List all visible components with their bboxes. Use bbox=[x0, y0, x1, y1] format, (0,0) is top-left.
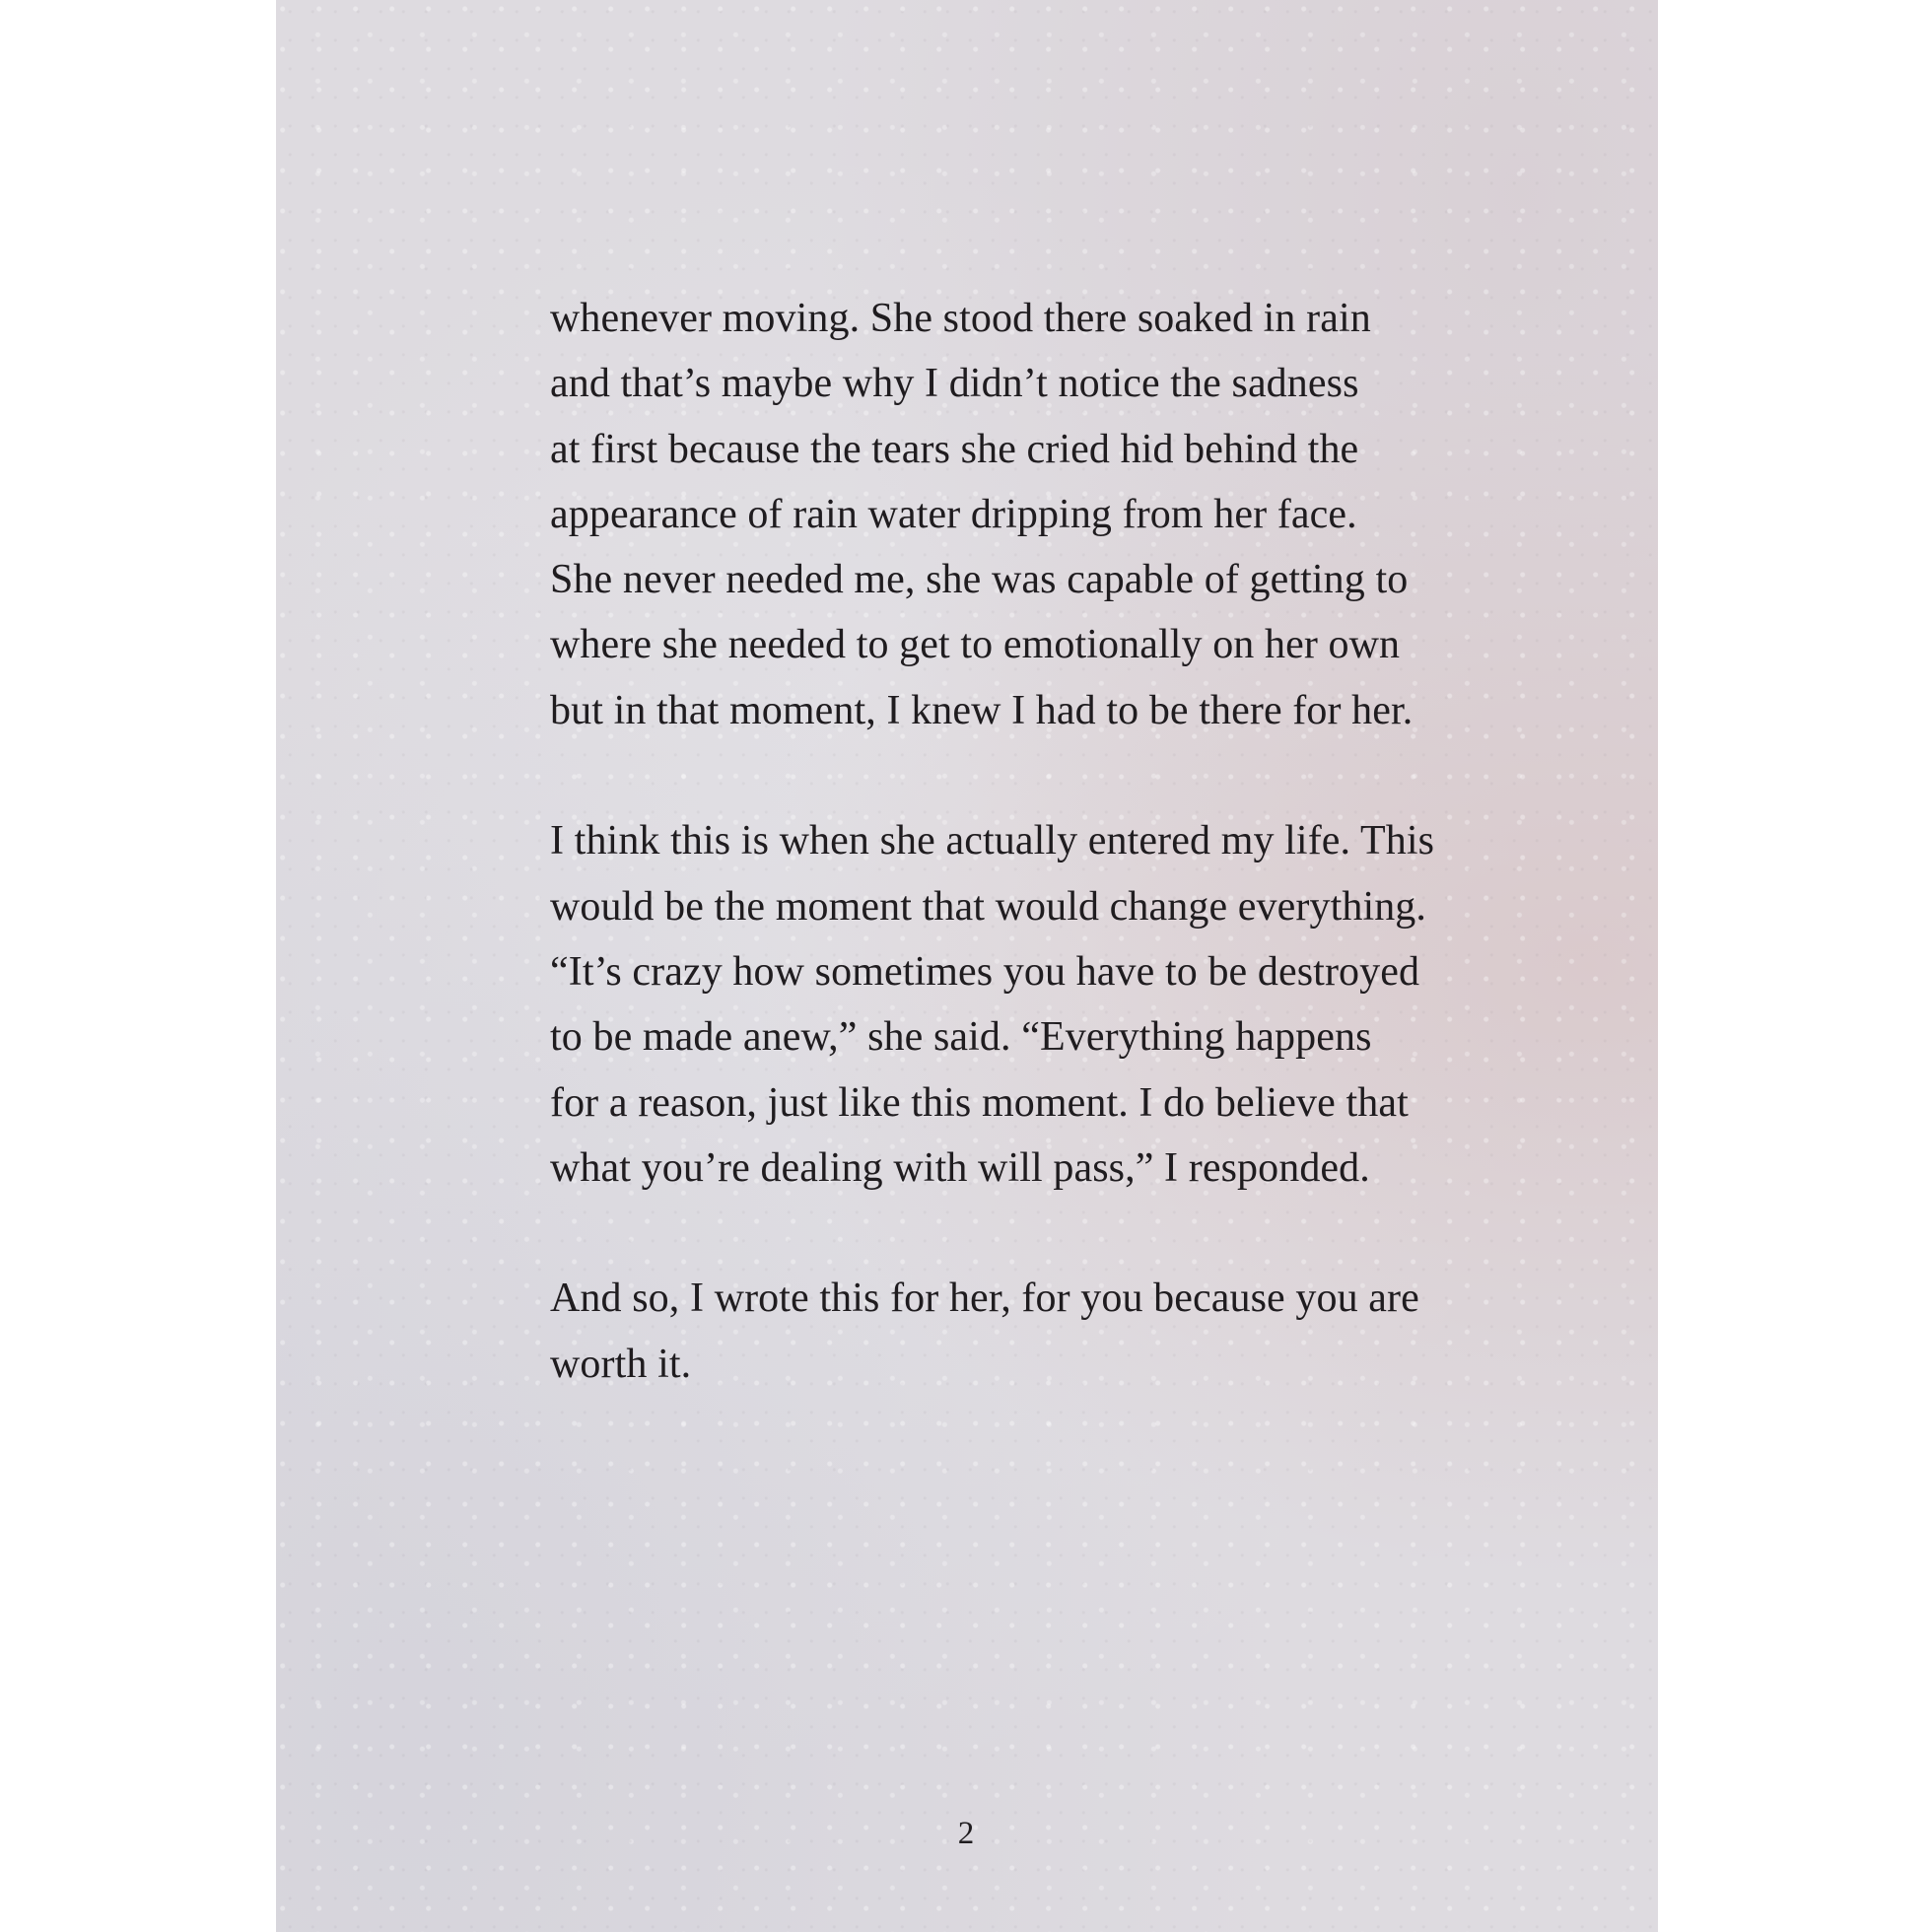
text-line: And so, I wrote this for her, for you because you are bbox=[550, 1276, 1419, 1322]
text-line: but in that moment, I knew I had to be there for her. bbox=[550, 687, 1414, 733]
text-line: and that’s maybe why I didn’t notice the sadness bbox=[550, 361, 1359, 407]
paragraph-3 bbox=[550, 1266, 1536, 1397]
page-number: 2 bbox=[957, 1816, 975, 1851]
text-line: She never needed me, she was capable of getting to bbox=[550, 557, 1409, 603]
text-line: appearance of rain water dripping from her face. bbox=[550, 491, 1357, 537]
text-line: where she needed to get to emotionally on her own bbox=[550, 622, 1401, 668]
text-line: “It’s crazy how sometimes you have to be destroyed bbox=[550, 948, 1420, 995]
text-line: whenever moving. She stood there soaked in rain bbox=[550, 296, 1371, 341]
text-line: for a reason, just like this moment. I do believe that bbox=[550, 1079, 1409, 1126]
text-line: I think this is when she actually entered my life. This bbox=[550, 818, 1435, 864]
paragraph-2 bbox=[550, 808, 1536, 1201]
paragraph-1 bbox=[550, 286, 1536, 743]
text-line: at first because the tears she cried hid behind the bbox=[550, 426, 1359, 472]
text-line: what you’re dealing with will pass,” I responded. bbox=[550, 1144, 1370, 1191]
body-text bbox=[550, 286, 1536, 1462]
text-line: worth it. bbox=[550, 1341, 692, 1387]
text-line: to be made anew,” she said. “Everything happens bbox=[550, 1014, 1372, 1061]
text-line: would be the moment that would change everything. bbox=[550, 883, 1427, 930]
